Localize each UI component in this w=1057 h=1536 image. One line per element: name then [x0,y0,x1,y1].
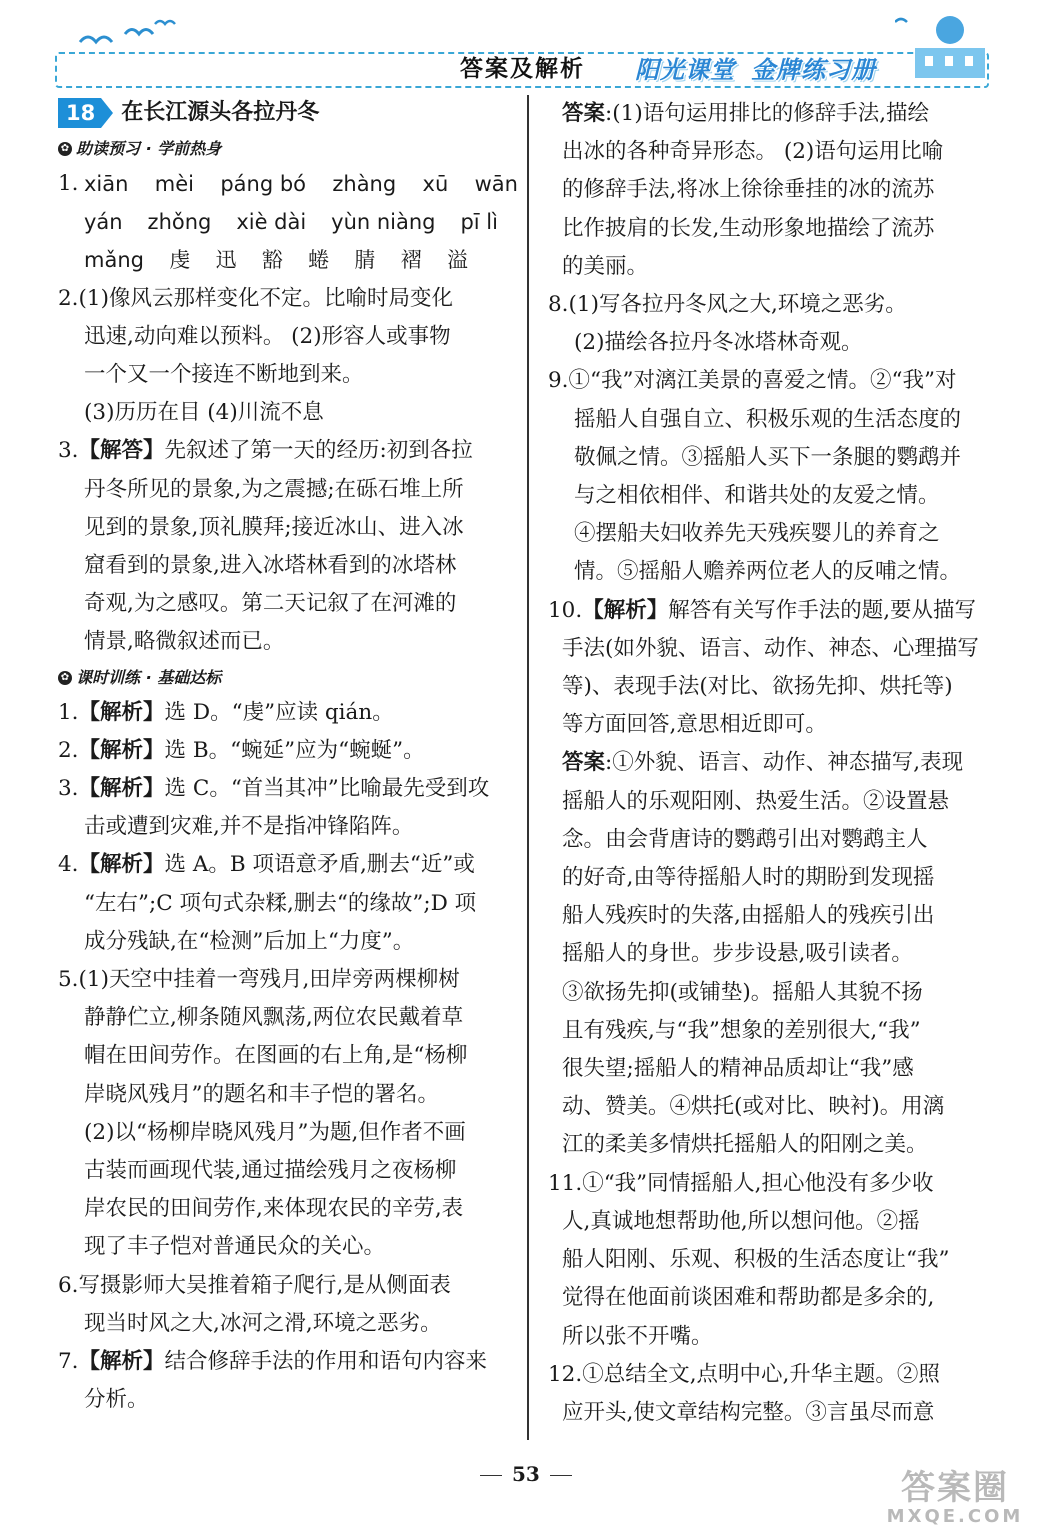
text-line: 等方面回答,意思相近即可。 [562,712,827,738]
training-q4 [58,846,518,961]
text-line: 9.①“我”对漓江美景的喜爱之情。②“我”对 [548,368,957,394]
pinyin-item: wān [474,172,518,196]
pinyin-item: mǎng [84,248,144,273]
text-line: 一个又一个接连不断地到来。 [84,362,364,388]
char-item: 腈 [354,248,376,273]
pinyin-item: páng bó [220,172,307,196]
page-number-value: 53 [512,1462,540,1486]
training-q3 [58,770,518,846]
char-item: 豁 [261,248,283,273]
pinyin-item: zhàng [332,172,397,196]
text-line: 比作披肩的长发,生动形象地描绘了流苏 [562,215,935,241]
text-line: 觉得在他面前谈困难和帮助都是多余的, [562,1285,935,1311]
answer-text: :①外貌、语言、动作、神态描写,表现 [605,750,964,776]
q-number: 1. [58,699,79,725]
q1-number: 1. [58,171,79,196]
q-text: 选 C。“首当其冲”比喻最先受到攻 [164,776,490,802]
section-preview-label: 助读预习 · 学前热身 [76,139,222,158]
q1-row-1 [58,165,518,203]
text-line: 所以张不开嘴。 [562,1323,713,1349]
right-column [548,95,997,1432]
text-line: 击或遭到灾难,并不是指冲锋陷阵。 [84,814,414,840]
char-item: 蜷 [308,248,330,273]
analysis-label: 【解析】 [582,597,669,623]
text-line [562,95,997,133]
section-flower-icon: ✿ [58,142,72,156]
analysis-label: 【解析】 [78,852,165,878]
pinyin-item: pī lì [460,210,498,235]
text-line: 古装而画现代装,通过描绘残月之夜杨柳 [84,1158,457,1184]
text-line [548,592,997,630]
page-header [55,12,995,82]
text-line: ③欲扬先抑(或铺垫)。摇船人其貌不扬 [562,979,923,1005]
answer-label: 答案 [562,750,606,776]
watermark-line-1: 答案圈 [901,1468,1009,1508]
text-line: 2.(1)像风云那样变化不定。比喻时局变化 [58,285,453,311]
lesson-title: 在长江源头各拉丹冬 [121,99,320,125]
pinyin-item: xiān [84,172,129,196]
text-line [58,770,518,808]
text-line: 摇船人自强自立、积极乐观的生活态度的 [574,406,962,432]
text-line [548,744,997,782]
section-flower-icon: ✿ [58,671,72,685]
text-line: 出冰的各种奇异形态。 (2)语句运用比喻 [562,139,944,165]
lesson-number: 18 [58,98,101,128]
q-number: 4. [58,852,79,878]
answer-q10 [548,592,997,1165]
text-line: 手法(如外貌、语言、动作、神态、心理描写 [562,635,979,661]
lesson-heading [58,95,518,131]
left-column [58,95,518,1420]
text-line: 很失望;摇船人的精神品质却让“我”感 [562,1056,914,1082]
text-line: 的好奇,由等待摇船人时的期盼到发现摇 [562,865,935,891]
pinyin-item: yùn niàng [331,210,436,235]
analysis-label: 【解析】 [78,776,165,802]
birds-icon [70,12,190,52]
text-line: 等)、表现手法(对比、欲扬先抑、烘托等) [562,674,953,700]
brand-right: 金牌练习册 [751,56,876,84]
watermark-logo [880,1470,1030,1530]
text-line: 分析。 [84,1387,149,1413]
training-q1 [58,694,518,732]
text-line: ④摆船夫妇收养先天残疾婴儿的养育之 [574,521,940,547]
text-line: 且有残疾,与“我”想象的差别很大,“我” [562,1017,921,1043]
text-line: 与之相依相伴、和谐共处的友爱之情。 [574,483,940,509]
q-text: 结合修辞手法的作用和语句内容来 [164,1349,488,1375]
text-line: 迅速,动向难以预料。 (2)形容人或事物 [84,323,451,349]
answer-q11 [548,1165,997,1356]
text-line: 丹冬所见的景象,为之震撼;在砾石堆上所 [84,476,464,502]
q-number: 10. [548,597,583,623]
training-q5 [58,961,518,1267]
char-item: 溢 [446,248,468,273]
q1-row-2 [58,203,518,241]
text-line: 江的柔美多情烘托摇船人的阳刚之美。 [562,1132,928,1158]
answer-q9 [548,362,997,591]
text-line: 11.①“我”同情摇船人,担心他没有多少收 [548,1170,934,1196]
training-q6 [58,1267,518,1343]
text-line: 帽在田间劳作。在图画的右上角,是“杨柳 [84,1043,468,1069]
char-item: 迅 [215,248,237,273]
text-line: 摇船人的乐观阳刚、热爱生活。②设置悬 [562,788,950,814]
text-line: 窟看到的景象,进入冰塔林看到的冰塔林 [84,553,457,579]
preview-q2 [58,280,518,433]
dash-left [480,1475,502,1476]
text-line: 船人残疾时的失落,由摇船人的残疾引出 [562,903,935,929]
char-item: 虔 [169,248,191,273]
pinyin-item: xū [422,172,449,196]
text-line [58,846,518,884]
section-preview [58,133,518,165]
q-text: 选 A。B 项语意矛盾,删去“近”或 [164,852,475,878]
text-line: “左右”;C 项句式杂糅,删去“的缘故”;D 项 [84,890,477,916]
analysis-label: 【解析】 [78,737,165,763]
analysis-label: 【解析】 [78,1349,165,1375]
text-line: 现当时风之大,冰河之滑,环境之恶劣。 [84,1310,442,1336]
text-line: 奇观,为之感叹。第二天记叙了在河滩的 [84,591,457,617]
pinyin-item: yán [84,210,123,235]
text-line: 8.(1)写各拉丹冬风之大,环境之恶劣。 [548,292,907,318]
pinyin-item: zhǒng [147,210,212,235]
answer-label: 【解答】 [78,438,165,464]
text-line: 12.①总结全文,点明中心,升华主题。②照 [548,1361,940,1387]
answer-q7 [562,95,997,286]
text-line: (2)以“杨柳岸晓风残月”为题,但作者不画 [84,1119,466,1145]
training-q7 [58,1343,518,1419]
text-line: 船人阳刚、乐观、积极的生活态度让“我” [562,1247,950,1273]
preview-q1 [58,165,518,280]
q3-number: 3. [58,438,79,464]
text-line: 岸农民的田间劳作,来体现农民的辛劳,表 [84,1196,464,1222]
answer-q12 [548,1356,997,1432]
text-line: 的修辞手法,将冰上徐徐垂挂的冰的流苏 [562,177,935,203]
q-text: 选 B。“蜿延”应为“蜿蜒”。 [164,737,425,763]
answer-label: 答案 [562,101,606,126]
pinyin-item: xiè dài [236,210,307,235]
text-line: (2)描绘各拉丹冬冰塔林奇观。 [574,330,863,356]
text-line [58,432,518,470]
answer-q8 [548,286,997,362]
analysis-label: 【解析】 [78,699,165,725]
header-title: 答案及解析 [460,56,585,82]
text-line: 6.写摄影师大吴推着箱子爬行,是从侧面表 [58,1272,451,1298]
char-item: 褶 [400,248,422,273]
q-text: 选 D。“虔”应读 qián。 [164,699,394,725]
preview-q3 [58,432,518,661]
text-line: 情。⑤摇船人赡养两位老人的反哺之情。 [574,559,962,585]
text-line: 现了丰子恺对普通民众的关心。 [84,1234,386,1260]
text-line: 人,真诚地想帮助他,所以想问他。②摇 [562,1208,920,1234]
watermark-line-2: MXQE.COM [886,1506,1024,1527]
brand-name [635,50,876,85]
q1-row-3 [58,241,518,279]
text-line: 情景,略微叙述而已。 [84,629,285,655]
q-number: 7. [58,1349,79,1375]
dash-right [550,1475,572,1476]
page-number [470,1462,582,1486]
training-q2 [58,732,518,770]
brand-left: 阳光课堂 [635,56,735,84]
text-line: (3)历历在目 (4)川流不息 [84,400,324,426]
q-text: 解答有关写作手法的题,要从描写 [668,597,977,623]
pinyin-item: mèi [154,172,194,196]
text-line [58,1343,518,1381]
text-line: 岸晓风残月”的题名和丰子恺的署名。 [84,1081,439,1107]
section-training [58,662,518,694]
text-line: 摇船人的身世。步步设悬,吸引读者。 [562,941,913,967]
text-line: 成分残缺,在“检测”后加上“力度”。 [84,928,415,954]
school-building-icon [895,8,990,78]
text-line: 应开头,使文章结构完整。③言虽尽而意 [562,1399,935,1425]
text-line: 的美丽。 [562,253,649,279]
column-divider [527,95,529,1440]
text-line: 念。由会背唐诗的鹦鹉引出对鹦鹉主人 [562,826,928,852]
q-number: 3. [58,776,79,802]
answer-text: :(1)语句运用排比的修辞手法,描绘 [605,101,930,126]
text-line: 静静伫立,柳条随风飘荡,两位农民戴着草 [84,1005,464,1031]
section-training-label: 课时训练 · 基础达标 [76,667,222,687]
text-line: 敬佩之情。③摇船人买下一条腿的鹦鹉并 [574,444,962,470]
text-line: 见到的景象,顶礼膜拜;接近冰山、进入冰 [84,514,464,540]
text-line: 动、赞美。④烘托(或对比、映衬)。用漓 [562,1094,945,1120]
q-number: 2. [58,737,79,763]
q3-text: 先叙述了第一天的经历:初到各拉 [164,438,473,464]
lesson-arrow-icon [101,98,113,128]
text-line: 5.(1)天空中挂着一弯残月,田岸旁两棵柳树 [58,967,460,993]
